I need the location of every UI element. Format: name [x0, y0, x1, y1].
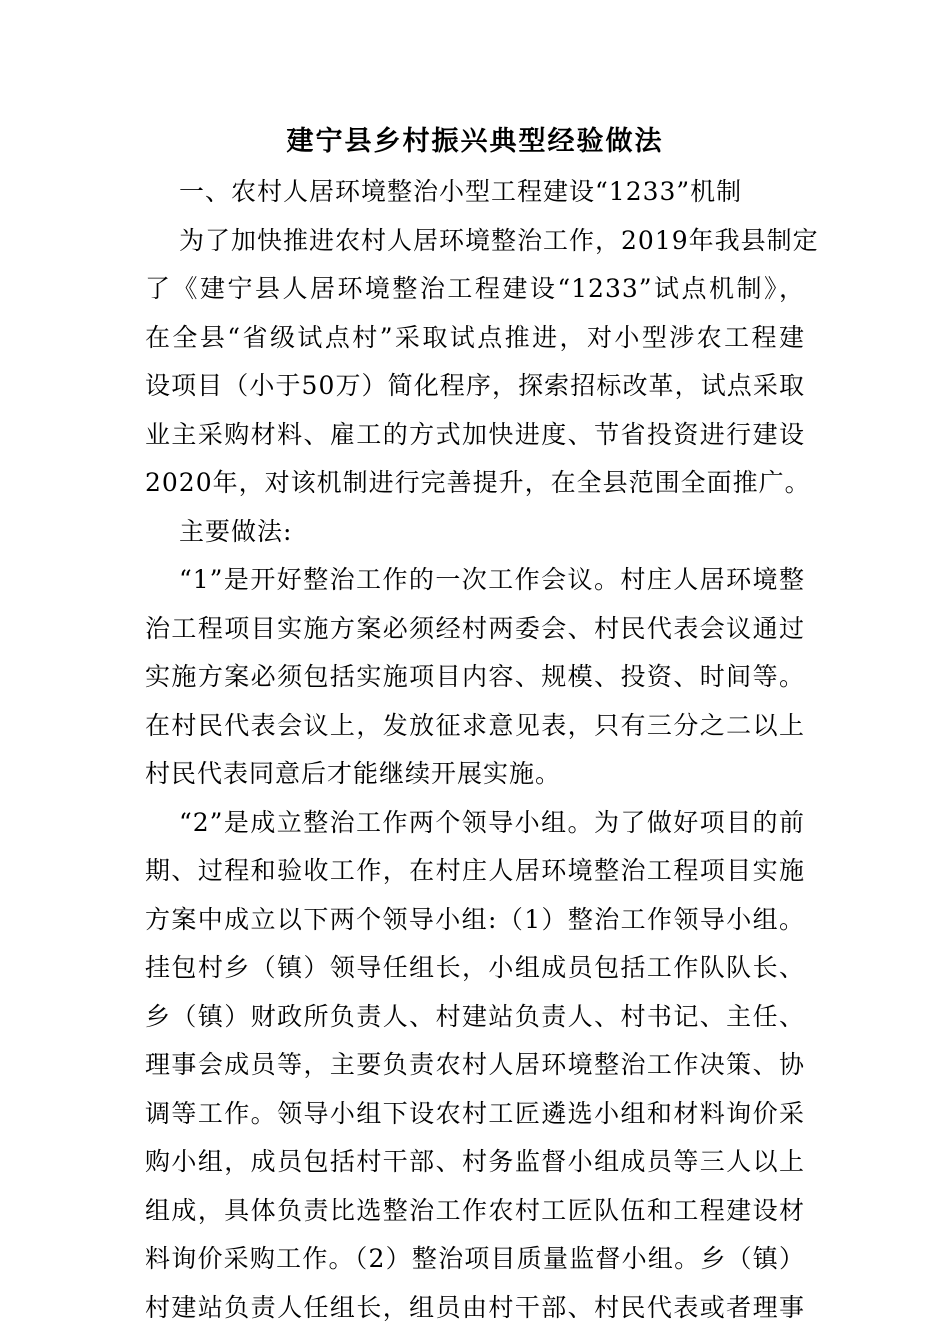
body-line: 一、农村人居环境整治小型工程建设“1233”机制 — [179, 177, 743, 206]
body-line: 调等工作。领导小组下设农村工匠遴选小组和材料询价采 — [145, 1098, 805, 1128]
body-line: 村建站负责人任组长，组员由村干部、村民代表或者理事 — [145, 1292, 805, 1322]
body-line: 在村民代表会议上，发放征求意见表，只有三分之二以上 — [145, 710, 805, 740]
body-line: “2”是成立整治工作两个领导小组。为了做好项目的前 — [179, 807, 805, 837]
body-line: 购小组，成员包括村干部、村务监督小组成员等三人以上 — [145, 1147, 805, 1176]
body-line: 设项目（小于50万）简化程序，探索招标改革，试点采取 — [145, 371, 805, 400]
body-line: 组成，具体负责比选整治工作农村工匠队伍和工程建设材 — [145, 1195, 805, 1225]
document-title: 建宁县乡村振兴典型经验做法 — [286, 126, 664, 157]
body-line: 2020年，对该机制进行完善提升，在全县范围全面推广。 — [145, 468, 811, 497]
body-line: 主要做法: — [179, 516, 293, 546]
body-line: 在全县“省级试点村”采取试点推进，对小型涉农工程建 — [145, 322, 805, 352]
body-line: 期、过程和验收工作，在村庄人居环境整治工程项目实施 — [145, 856, 805, 885]
body-line: 实施方案必须包括实施项目内容、规模、投资、时间等。 — [145, 662, 805, 691]
body-line: 了《建宁县人居环境整治工程建设“1233”试点机制》， — [145, 274, 805, 303]
body-line: 方案中成立以下两个领导小组:（1）整治工作领导小组。 — [145, 904, 805, 934]
body-line: “1”是开好整治工作的一次工作会议。村庄人居环境整 — [179, 565, 805, 594]
document-body — [145, 168, 819, 1332]
body-line: 业主采购材料、雇工的方式加快进度、节省投资进行建设 — [145, 419, 805, 449]
body-line: 治工程项目实施方案必须经村两委会、村民代表会议通过 — [145, 613, 805, 643]
body-line: 村民代表同意后才能继续开展实施。 — [145, 759, 562, 788]
body-line: 料询价采购工作。（2）整治项目质量监督小组。乡（镇） — [145, 1244, 805, 1273]
body-line: 乡（镇）财政所负责人、村建站负责人、村书记、主任、 — [145, 1001, 805, 1031]
body-line: 为了加快推进农村人居环境整治工作，2019年我县制定 — [179, 225, 819, 255]
body-line: 理事会成员等，主要负责农村人居环境整治工作决策、协 — [145, 1050, 805, 1079]
body-line: 挂包村乡（镇）领导任组长，小组成员包括工作队队长、 — [145, 953, 805, 982]
